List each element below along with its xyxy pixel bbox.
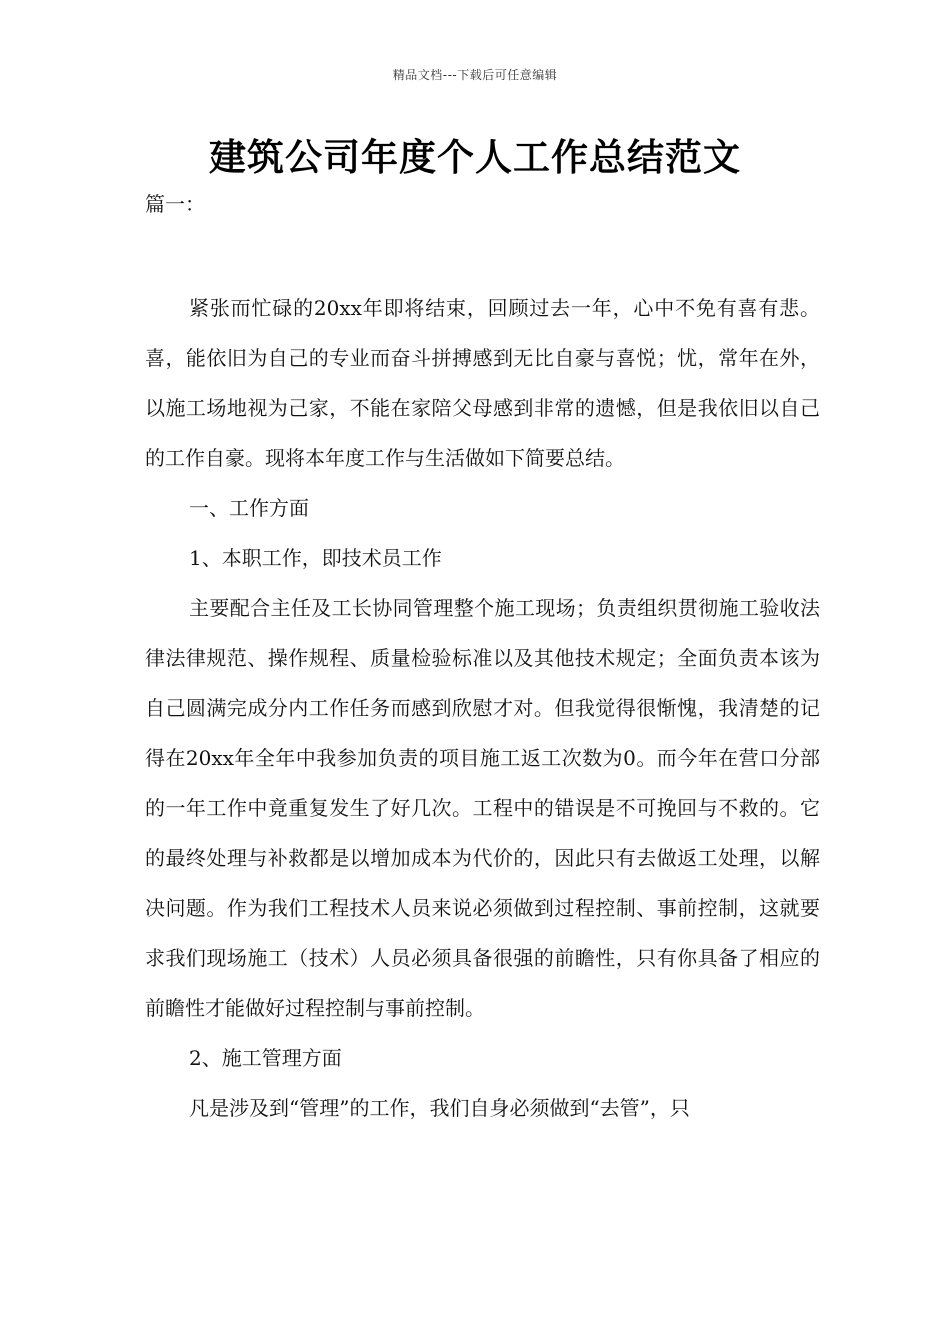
paragraph-intro: 紧张而忙碌的20xx年即将结束，回顾过去一年，心中不免有喜有悲。喜，能依旧为自己的专业而奋斗拼搏感到无比自豪与喜悦；忧，常年在外，以施工场地视为己家，不能在家陪父母感到非常的遗憾，但是我依旧以自己的工作自豪。现将本年度工作与生活做如下简要总结。 bbox=[145, 296, 820, 470]
body-text bbox=[145, 283, 820, 1133]
paragraph-management: 凡是涉及到“管理”的工作，我们自身必须做到“去管”，只 bbox=[189, 1096, 690, 1120]
section-label: 篇一： bbox=[145, 192, 205, 216]
subheading-technician-work: 1、本职工作，即技术员工作 bbox=[189, 546, 442, 570]
subheading-construction-management: 2、施工管理方面 bbox=[189, 1046, 342, 1070]
paragraph-technician-duties: 主要配合主任及工长协同管理整个施工现场；负责组织贯彻施工验收法律法律规范、操作规程、质量检验标准以及其他技术规定；全面负责本该为自己圆满完成分内工作任务而感到欣慰才对。但我觉得很惭愧，我清楚的记得在20xx年全年中我参加负责的项目施工返工次数为0。而今年在营口分部的一年工作中竟重复发生了好几次。工程中的错误是不可挽回与不救的。它的最终处理与补救都是以增加成本为代价的，因此只有去做返工处理，以解决问题。作为我们工程技术人员来说必须做到过程控制、事前控制，这就要求我们现场施工（技术）人员必须具备很强的前瞻性，只有你具备了相应的前瞻性才能做好过程控制与事前控制。 bbox=[145, 596, 820, 1020]
heading-work-aspect: 一、工作方面 bbox=[189, 496, 309, 520]
header-note: 精品文档---下载后可任意编辑 bbox=[392, 68, 558, 82]
page-title: 建筑公司年度个人工作总结范文 bbox=[209, 136, 741, 179]
